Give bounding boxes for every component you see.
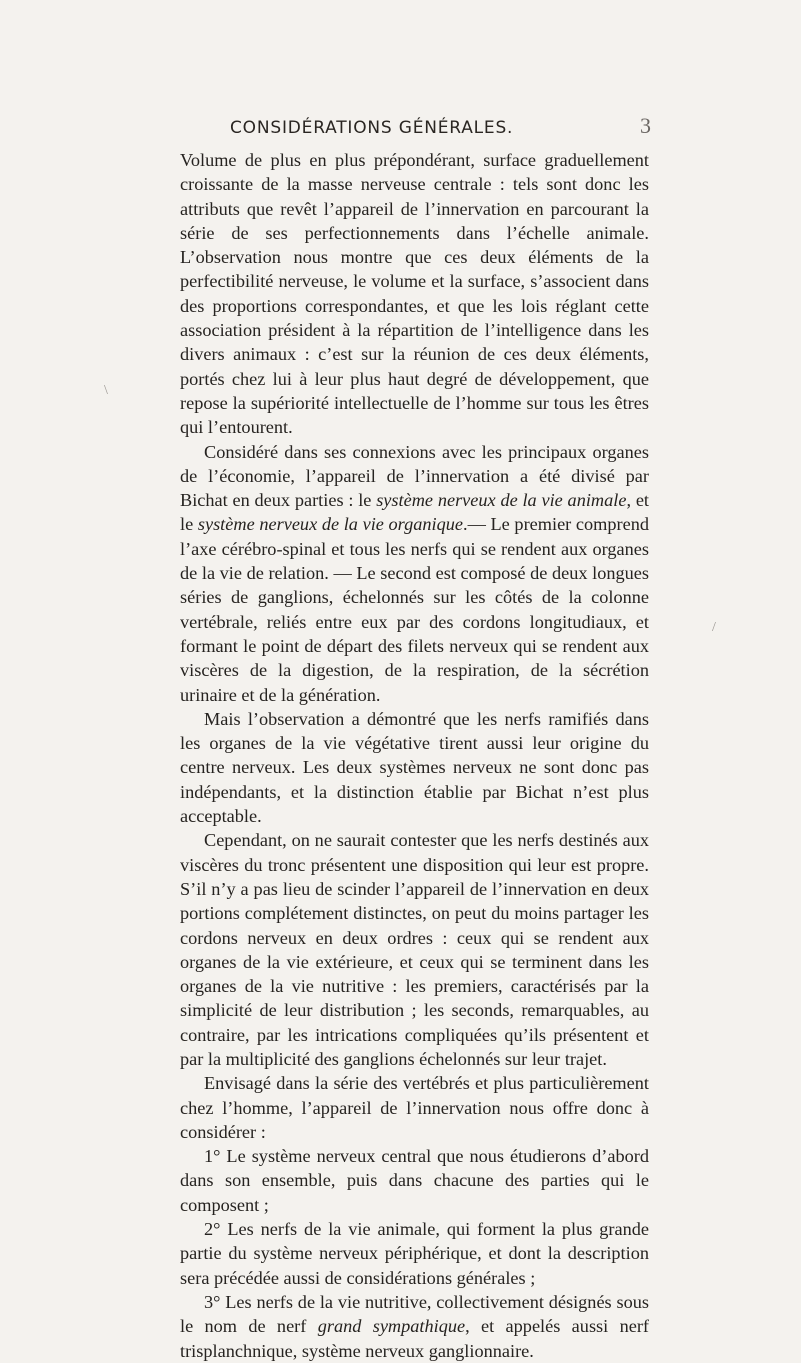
text-run: Cependant, on ne saurait contester que les nerfs destinés aux viscères du tronc présentent une disposition qui leur est propre. S’il n’y a pas lieu de scinder l’appareil de l’innervation en deux portions complétement distinctes, on peut du moins partager les cordons nerveux en deux ordres : ceux qui se rendent aux organes de la vie extérieure, et ceux qui se terminent dans les organes de la vie nutritive : les premiers, caractérisés par la simplicité de leur distribution ; les seconds, remarquables, au contraire, par les intrications compliquées qu’ils présentent et par la multiplicité des ganglions échelonnés sur leur trajet. — [180, 830, 649, 1069]
margin-mark: \ — [104, 383, 108, 398]
paragraph — [180, 440, 649, 707]
text-run: , et le — [180, 490, 650, 535]
page-number: 3 — [640, 113, 651, 138]
page-body — [180, 148, 649, 1363]
paragraph — [180, 1217, 649, 1290]
margin-mark: / — [712, 620, 716, 635]
text-run: Volume de plus en plus prépondérant, surface graduellement croissante de la masse nerveuse centrale : tels sont donc les attributs que revêt l’appareil de l’innervation en parcourant la série de ses perfectionnements dans l’échelle animale. L’observation nous montre que ces deux éléments de la perfectibilité nerveuse, le volume et la surface, s’associent dans des proportions correspondantes, et que les lois réglant cette association président à la répartition de l’intelligence dans les divers animaux : c’est sur la réunion de ces deux éléments, portés chez lui à leur plus haut degré de développement, que repose la supériorité intellectuelle de l’homme sur tous les êtres qui l’entourent. — [180, 150, 649, 438]
text-run: 1° Le système nerveux central que nous étudierons d’abord dans son ensemble, puis dans chacune des parties qui le composent ; — [180, 1146, 649, 1215]
text-run: 2° Les nerfs de la vie animale, qui forment la plus grande partie du système nerveux périphérique, et dont la description sera précédée aussi de considérations générales ; — [180, 1219, 649, 1288]
italic-term: système nerveux de la vie organique — [197, 514, 464, 535]
running-header — [230, 113, 651, 139]
text-run: Considéré dans ses connexions avec les principaux organes de l’économie, l’appareil de l’innervation a été divisé par Bichat en deux parties : le — [180, 441, 649, 511]
paragraph — [180, 707, 649, 828]
running-title: CONSIDÉRATIONS GÉNÉRALES. — [230, 118, 514, 138]
italic-term: système nerveux de la vie animale — [376, 490, 627, 511]
text-run: Mais l’observation a démontré que les nerfs ramifiés dans les organes de la vie végétative tirent aussi leur origine du centre nerveux. Les deux systèmes nerveux ne sont donc pas indépendants, et la distinction établie par Bichat n’est plus acceptable. — [180, 708, 649, 827]
paragraph — [180, 148, 649, 440]
text-run: 3° Les nerfs de la vie nutritive, collectivement désignés sous le nom de nerf — [180, 1291, 649, 1337]
italic-term: grand sympathique — [317, 1316, 466, 1337]
paragraph — [180, 828, 649, 1071]
paragraph — [180, 1144, 649, 1217]
paragraph — [180, 1071, 649, 1144]
text-run: , et appelés aussi nerf trisplanchnique, système nerveux ganglionnaire. — [180, 1316, 650, 1361]
text-run: Envisagé dans la série des vertébrés et plus particulièrement chez l’homme, l’appareil de l’innervation nous offre donc à considérer : — [180, 1073, 649, 1142]
text-run: .— Le premier comprend l’axe cérébro-spinal et tous les nerfs qui se rendent aux organes de la vie de relation. — Le second est composé de deux longues séries de ganglions, échelonnés sur les côtés de la colonne vertébrale, reliés entre eux par des cordons longitudiaux, et formant le point de départ des filets nerveux qui se rendent aux viscères de la digestion, de la respiration, de la sécrétion urinaire et de la génération. — [180, 514, 650, 705]
